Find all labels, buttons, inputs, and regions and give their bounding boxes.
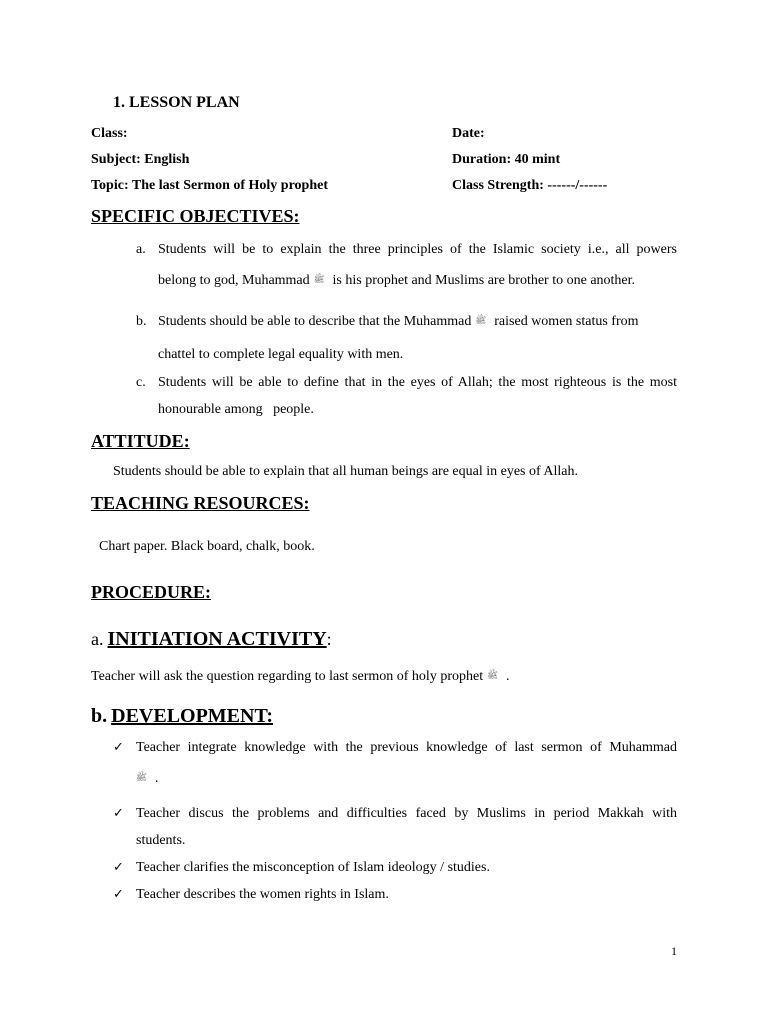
page-number: 1 (671, 944, 677, 958)
objective-a-line2: belong to god, Muhammad ﷺ is his prophet and Muslims are brother to one another. (158, 273, 636, 288)
procedure-heading: PROCEDURE: (91, 582, 211, 602)
development-item-2-line1: Teacher discus the problems and difficulties faced by Muslims in period Makkah with (136, 806, 677, 821)
initiation-text: Teacher will ask the question regarding to last sermon of holy prophet ﷺ . (91, 669, 510, 684)
objective-b-line2: chattel to complete legal equality with men. (158, 347, 404, 362)
page-title: 1. LESSON PLAN (113, 94, 240, 111)
checkmark-icon: ✓ (113, 740, 124, 755)
development-heading: b. DEVELOPMENT: (91, 705, 273, 727)
attitude-text: Students should be able to explain that all human beings are equal in eyes of Allah. (113, 464, 579, 479)
objectives-heading: SPECIFIC OBJECTIVES: (91, 206, 300, 226)
development-item-4: Teacher describes the women rights in Islam. (136, 887, 389, 902)
checkmark-icon: ✓ (113, 887, 124, 902)
objective-b-letter: b. (136, 314, 147, 329)
pbuh-symbol-icon: ﷺ (475, 315, 487, 325)
date-label: Date: (452, 126, 485, 141)
objective-c-line1: Students will be able to define that in the eyes of Allah; the most righteous is the most (158, 375, 677, 390)
objective-b-line1: Students should be able to describe that the Muhammad ﷺ raised women status from (158, 314, 639, 329)
development-item-1-line2: ﷺ . (136, 771, 159, 786)
pbuh-symbol-icon: ﷺ (487, 670, 498, 680)
subject-label: Subject: English (91, 152, 190, 167)
objective-c-letter: c. (136, 375, 146, 390)
topic-label: Topic: The last Sermon of Holy prophet (91, 178, 328, 193)
resources-heading: TEACHING RESOURCES: (91, 493, 310, 513)
attitude-heading: ATTITUDE: (91, 431, 190, 451)
duration-label: Duration: 40 mint (452, 152, 561, 167)
development-item-2-line2: students. (136, 833, 186, 848)
objective-c-line2: honourable among people. (158, 402, 314, 417)
development-item-1-line1: Teacher integrate knowledge with the previous knowledge of last sermon of Muhammad (136, 740, 677, 755)
resources-text: Chart paper. Black board, chalk, book. (99, 539, 315, 554)
pbuh-symbol-icon: ﷺ (313, 274, 325, 284)
objective-a-letter: a. (136, 242, 146, 257)
pbuh-symbol-icon: ﷺ (136, 772, 147, 782)
development-item-3: Teacher clarifies the misconception of Islam ideology / studies. (136, 860, 490, 875)
class-strength-label: Class Strength: ------/------ (452, 178, 608, 193)
checkmark-icon: ✓ (113, 806, 124, 821)
initiation-heading: a. INITIATION ACTIVITY: (91, 628, 332, 650)
checkmark-icon: ✓ (113, 860, 124, 875)
objective-a-line1: Students will be to explain the three principles of the Islamic society i.e., all powers (158, 242, 677, 257)
class-label: Class: (91, 126, 128, 141)
